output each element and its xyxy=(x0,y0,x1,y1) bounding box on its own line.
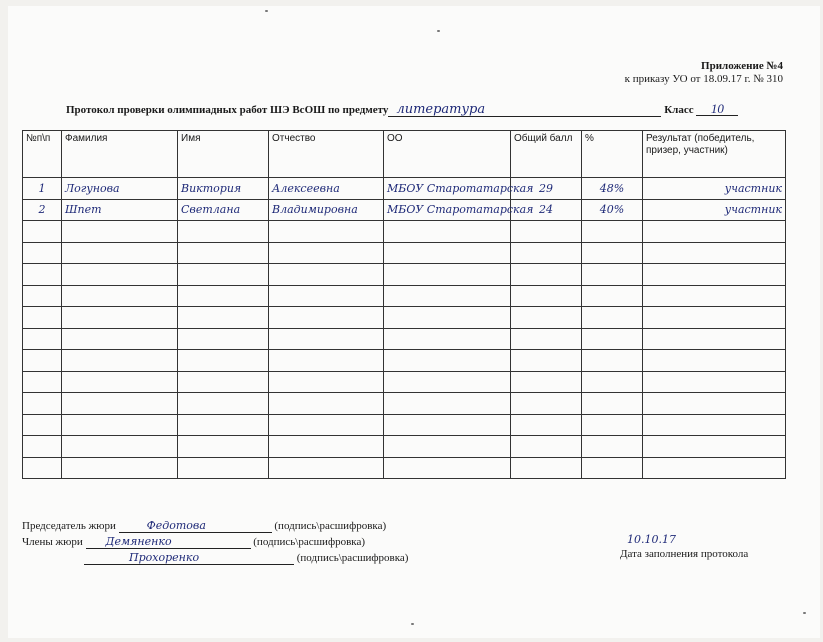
cell-percent xyxy=(582,328,643,350)
cell-score xyxy=(511,393,582,415)
cell-score xyxy=(511,414,582,436)
header-percent: % xyxy=(582,131,643,178)
cell-surname xyxy=(62,350,178,372)
cell-result xyxy=(643,264,786,286)
cell-percent xyxy=(582,393,643,415)
cell-percent: 48% xyxy=(582,178,643,200)
cell-number xyxy=(23,285,62,307)
cell-school xyxy=(384,264,511,286)
member1-name: Демяненко xyxy=(86,535,251,549)
cell-surname xyxy=(62,307,178,329)
cell-name xyxy=(178,307,269,329)
header-surname: Фамилия xyxy=(62,131,178,178)
cell-percent xyxy=(582,436,643,458)
cell-score xyxy=(511,350,582,372)
cell-result xyxy=(643,285,786,307)
cell-patronymic xyxy=(269,307,384,329)
cell-school xyxy=(384,436,511,458)
cell-percent xyxy=(582,371,643,393)
cell-score: 29 xyxy=(511,178,582,200)
cell-number xyxy=(23,414,62,436)
cell-result xyxy=(643,307,786,329)
cell-patronymic xyxy=(269,242,384,264)
cell-patronymic xyxy=(269,371,384,393)
cell-surname xyxy=(62,264,178,286)
table-row xyxy=(23,457,786,479)
grade-value: 10 xyxy=(696,102,738,116)
cell-patronymic xyxy=(269,393,384,415)
members-label: Члены жюри xyxy=(22,536,83,548)
cell-school xyxy=(384,307,511,329)
scan-speck xyxy=(803,612,806,614)
cell-school xyxy=(384,393,511,415)
cell-school xyxy=(384,350,511,372)
cell-name xyxy=(178,457,269,479)
cell-score: 24 xyxy=(511,199,582,221)
cell-result xyxy=(643,414,786,436)
cell-patronymic xyxy=(269,328,384,350)
cell-result xyxy=(643,221,786,243)
cell-number xyxy=(23,371,62,393)
fill-date-label: Дата заполнения протокола xyxy=(620,548,749,560)
cell-percent xyxy=(582,414,643,436)
cell-name: Светлана xyxy=(178,199,269,221)
table-row xyxy=(23,221,786,243)
cell-name xyxy=(178,350,269,372)
cell-number: 2 xyxy=(23,199,62,221)
cell-surname xyxy=(62,393,178,415)
cell-patronymic xyxy=(269,264,384,286)
table-row xyxy=(23,285,786,307)
cell-school: МБОУ Старотатарская xyxy=(384,199,511,221)
cell-school xyxy=(384,221,511,243)
cell-result xyxy=(643,457,786,479)
cell-school xyxy=(384,285,511,307)
cell-number: 1 xyxy=(23,178,62,200)
cell-percent xyxy=(582,264,643,286)
table-row xyxy=(23,307,786,329)
cell-school xyxy=(384,457,511,479)
cell-percent xyxy=(582,221,643,243)
cell-name xyxy=(178,328,269,350)
cell-percent xyxy=(582,242,643,264)
member1-suffix: (подпись\расшифровка) xyxy=(253,536,365,548)
cell-school xyxy=(384,414,511,436)
cell-score xyxy=(511,221,582,243)
grade-label: Класс xyxy=(664,104,694,116)
cell-number xyxy=(23,350,62,372)
cell-score xyxy=(511,264,582,286)
cell-percent xyxy=(582,457,643,479)
cell-number xyxy=(23,328,62,350)
table-row xyxy=(23,371,786,393)
cell-patronymic xyxy=(269,457,384,479)
cell-score xyxy=(511,328,582,350)
table-row xyxy=(23,242,786,264)
cell-name xyxy=(178,242,269,264)
cell-score xyxy=(511,307,582,329)
table-header-row xyxy=(23,131,786,178)
cell-name xyxy=(178,371,269,393)
table-row xyxy=(23,393,786,415)
cell-name xyxy=(178,393,269,415)
table-row xyxy=(23,178,786,200)
header-name: Имя xyxy=(178,131,269,178)
cell-school xyxy=(384,371,511,393)
cell-patronymic xyxy=(269,436,384,458)
header-score: Общий балл xyxy=(511,131,582,178)
fill-date: 10.10.17 xyxy=(627,533,676,546)
cell-surname xyxy=(62,328,178,350)
heading-label: Протокол проверки олимпиадных работ ШЭ ВсОШ по предмету xyxy=(66,104,389,116)
chair-name: Федотова xyxy=(119,519,272,533)
cell-surname xyxy=(62,414,178,436)
cell-surname xyxy=(62,285,178,307)
cell-patronymic xyxy=(269,414,384,436)
cell-name: Виктория xyxy=(178,178,269,200)
cell-result xyxy=(643,371,786,393)
cell-patronymic: Алексеевна xyxy=(269,178,384,200)
table-row xyxy=(23,414,786,436)
chair-signature-line xyxy=(22,519,386,533)
cell-patronymic xyxy=(269,350,384,372)
cell-score xyxy=(511,457,582,479)
cell-number xyxy=(23,307,62,329)
cell-number xyxy=(23,457,62,479)
subject-value: литература xyxy=(388,103,661,117)
cell-surname xyxy=(62,242,178,264)
cell-result: участник xyxy=(643,178,786,200)
cell-number xyxy=(23,221,62,243)
cell-surname xyxy=(62,436,178,458)
table-row xyxy=(23,264,786,286)
scan-speck xyxy=(411,623,414,625)
cell-percent xyxy=(582,285,643,307)
cell-name xyxy=(178,221,269,243)
protocol-heading xyxy=(66,102,738,117)
scan-speck xyxy=(265,10,268,12)
table-body xyxy=(23,178,786,479)
cell-school xyxy=(384,328,511,350)
member2-name: Прохоренко xyxy=(84,551,294,565)
cell-percent: 40% xyxy=(582,199,643,221)
cell-percent xyxy=(582,307,643,329)
table-row xyxy=(23,436,786,458)
cell-result xyxy=(643,393,786,415)
cell-school xyxy=(384,242,511,264)
member2-suffix: (подпись\расшифровка) xyxy=(296,552,409,564)
cell-result xyxy=(643,350,786,372)
appendix-order: к приказу УО от 18.09.17 г. № 310 xyxy=(624,73,783,85)
cell-name xyxy=(178,264,269,286)
cell-score xyxy=(511,371,582,393)
cell-number xyxy=(23,436,62,458)
chair-suffix: (подпись\расшифровка) xyxy=(274,520,387,532)
cell-school: МБОУ Старотатарская xyxy=(384,178,511,200)
cell-surname: Шпет xyxy=(62,199,178,221)
cell-surname xyxy=(62,457,178,479)
cell-result xyxy=(643,436,786,458)
cell-name xyxy=(178,414,269,436)
member2-signature-line xyxy=(84,551,408,565)
cell-name xyxy=(178,436,269,458)
results-table xyxy=(22,130,786,479)
appendix-block xyxy=(625,60,783,86)
cell-number xyxy=(23,393,62,415)
cell-score xyxy=(511,285,582,307)
cell-result xyxy=(643,242,786,264)
table-row xyxy=(23,328,786,350)
cell-percent xyxy=(582,350,643,372)
cell-number xyxy=(23,242,62,264)
appendix-title: Приложение №4 xyxy=(701,60,783,72)
cell-number xyxy=(23,264,62,286)
cell-surname xyxy=(62,371,178,393)
cell-surname xyxy=(62,221,178,243)
cell-patronymic xyxy=(269,285,384,307)
cell-result xyxy=(643,328,786,350)
cell-patronymic: Владимировна xyxy=(269,199,384,221)
table-row xyxy=(23,199,786,221)
cell-result: участник xyxy=(643,199,786,221)
cell-name xyxy=(178,285,269,307)
cell-surname: Логунова xyxy=(62,178,178,200)
header-number: №п\п xyxy=(23,131,62,178)
chair-label: Председатель жюри xyxy=(22,520,116,532)
header-patronymic: Отчество xyxy=(269,131,384,178)
cell-score xyxy=(511,242,582,264)
cell-patronymic xyxy=(269,221,384,243)
header-result: Результат (победитель, призер, участник) xyxy=(643,131,786,178)
member1-signature-line xyxy=(22,535,365,549)
header-school: ОО xyxy=(384,131,511,178)
scan-speck xyxy=(437,30,440,32)
cell-score xyxy=(511,436,582,458)
table-row xyxy=(23,350,786,372)
